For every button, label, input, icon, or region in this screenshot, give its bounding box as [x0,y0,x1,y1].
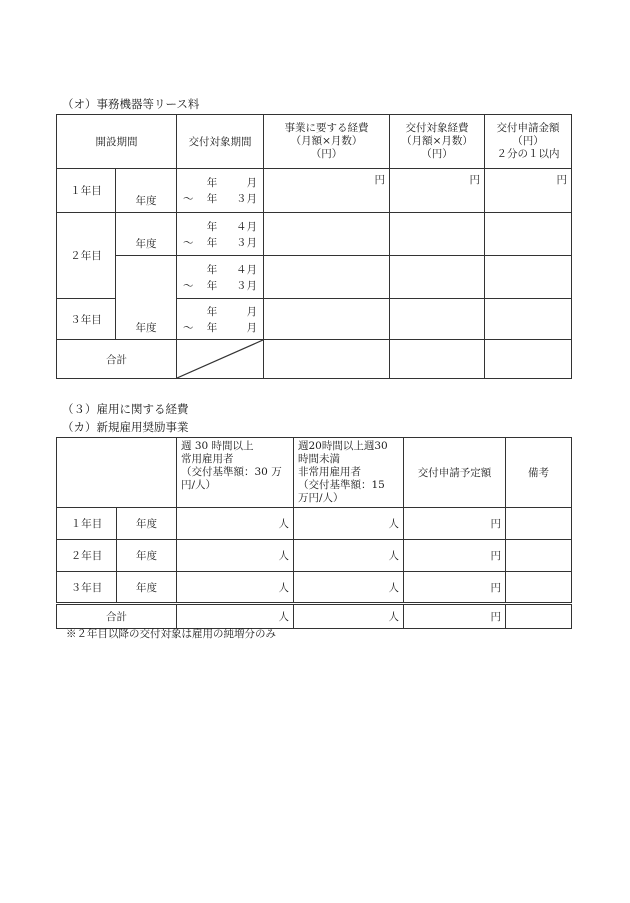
grant-period-cell: 年 月 〜 年 ３ 月 [177,169,264,213]
planned-total: 円 [404,604,506,629]
business-cost-cell [264,256,390,299]
lease-header-row [57,115,572,169]
fiscal-year-cell: 年度 [116,256,177,340]
fulltime-total: 人 [177,604,294,629]
fiscal-year-cell: 年度 [117,508,177,540]
remarks-total [506,604,572,629]
employment-row [57,508,572,540]
fulltime-count: 人 [177,572,294,604]
total-label: 合計 [57,604,177,629]
planned-amount: 円 [404,572,506,604]
parttime-count: 人 [294,508,404,540]
fiscal-year-cell: 年度 [117,540,177,572]
lease-total-row [57,340,572,379]
fiscal-year-cell: 年度 [116,169,177,213]
grant-cost-cell [390,213,485,256]
grant-period-cell: 年 月 〜 年 月 [177,299,264,340]
section-heading-lease: （オ）事務機器等リース料 [62,97,200,111]
lease-row [57,169,572,213]
request-amount-total [485,340,572,379]
request-amount-cell [485,213,572,256]
grant-period-cell: 年 ４ 月 〜 年 ３ 月 [177,213,264,256]
year-label: １年目 [57,169,116,213]
business-cost-cell: 円 [264,169,390,213]
header-fulltime: 週 30 時間以上 常用雇用者 （交付基準額：30 万 円/人） [177,438,294,508]
year-label: ３年目 [57,299,116,340]
lease-cost-table [56,114,572,379]
section-heading-employment: （３）雇用に関する経費 [62,402,189,416]
year-label: １年目 [57,508,117,540]
remarks-cell [506,508,572,540]
header-remarks: 備考 [506,438,572,508]
employment-table [56,437,572,629]
year-label: ３年目 [57,572,117,604]
fiscal-year-cell: 年度 [116,213,177,256]
year-label: ２年目 [57,213,116,299]
header-blank [57,438,177,508]
business-cost-cell [264,299,390,340]
year-label: ２年目 [57,540,117,572]
fiscal-year-cell: 年度 [117,572,177,604]
remarks-cell [506,572,572,604]
business-cost-total [264,340,390,379]
grant-period-cell: 年 ４ 月 〜 年 ３ 月 [177,256,264,299]
lease-row [57,256,572,299]
employment-row [57,572,572,604]
parttime-total: 人 [294,604,404,629]
header-planned-amount: 交付申請予定額 [404,438,506,508]
header-request-amount: 交付申請金額 （円） ２分の１以内 [485,115,572,169]
header-grant-period: 交付対象期間 [177,115,264,169]
employment-header-row [57,438,572,508]
diagonal-slash-cell [177,340,264,379]
header-business-cost: 事業に要する経費 （月額×月数） （円） [264,115,390,169]
parttime-count: 人 [294,540,404,572]
grant-cost-cell: 円 [390,169,485,213]
lease-row [57,213,572,256]
grant-cost-cell [390,299,485,340]
employment-row [57,540,572,572]
planned-amount: 円 [404,508,506,540]
request-amount-cell: 円 [485,169,572,213]
header-parttime: 週20時間以上週30 時間未満 非常用雇用者 （交付基準額：15 万円/人） [294,438,404,508]
header-period: 開設期間 [57,115,177,169]
parttime-count: 人 [294,572,404,604]
fulltime-count: 人 [177,540,294,572]
business-cost-cell [264,213,390,256]
remarks-cell [506,540,572,572]
request-amount-cell [485,256,572,299]
request-amount-cell [485,299,572,340]
employment-total-row [57,604,572,629]
footnote: ※２年目以降の交付対象は雇用の純増分のみ [66,628,276,640]
fulltime-count: 人 [177,508,294,540]
section-heading-new-hire: （カ）新規雇用奨励事業 [62,420,189,434]
header-grant-cost: 交付対象経費 （月額×月数） （円） [390,115,485,169]
planned-amount: 円 [404,540,506,572]
diagonal-line [177,340,263,378]
grant-cost-total [390,340,485,379]
grant-cost-cell [390,256,485,299]
total-label: 合計 [57,340,177,379]
